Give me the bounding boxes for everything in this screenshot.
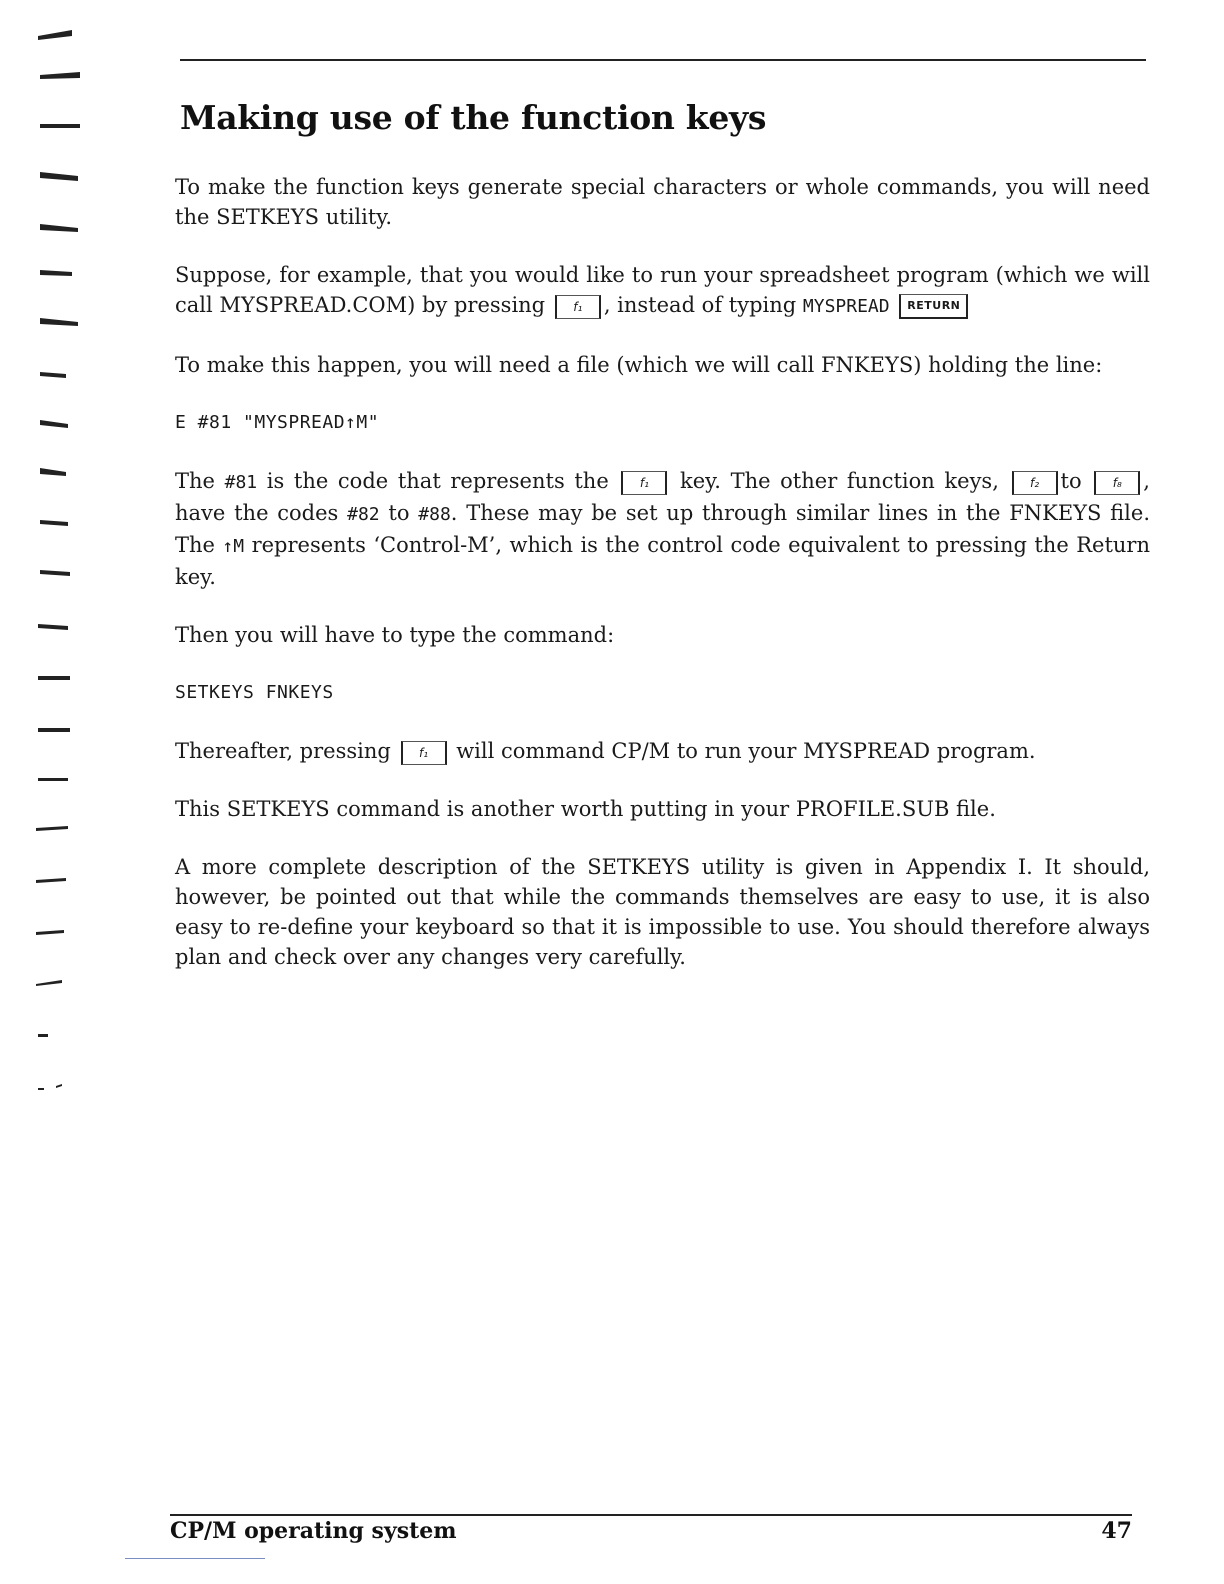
p6-text-after: will command CP/M to run your MYSPREAD program.	[456, 739, 1036, 763]
paragraph-5: Then you will have to type the command:	[175, 623, 615, 647]
p4-text-f: to	[388, 501, 410, 525]
p4-text-d: to	[1060, 469, 1082, 493]
p4-text-e: , have the codes	[175, 469, 1150, 525]
f1-key-icon: f₁	[555, 295, 601, 319]
code-82: #82	[347, 504, 380, 525]
p4-text-c: key. The other function keys,	[680, 469, 999, 493]
paragraph-8: A more complete description of the SETKEYS utility is given in Appendix I. It should, however, be pointed out that while the commands themselves are easy to use, it is also easy to re-define your keyboard so that it is impossible to use. You should therefore always plan and check over any changes very carefully.	[175, 855, 1150, 969]
p4-text-h: represents ‘Control-M’, which is the control code equivalent to pressing the Return key.	[175, 533, 1150, 589]
paragraph-1: To make the function keys generate special characters or whole commands, you will need the SETKEYS utility.	[175, 175, 1150, 229]
f1-key-icon: f₁	[401, 741, 447, 765]
paragraph-3: To make this happen, you will need a file (which we will call FNKEYS) holding the line:	[175, 353, 1103, 377]
binding-edge-marks	[0, 0, 90, 1584]
paragraph-6	[175, 736, 1150, 766]
scan-artifact-line	[125, 1558, 265, 1559]
code-81: #81	[224, 472, 258, 493]
f8-key-icon: f₈	[1094, 471, 1140, 495]
p4-text-b: is the code that represents the	[266, 469, 609, 493]
paragraph-4	[175, 466, 1150, 592]
return-key-icon: RETURN	[899, 294, 968, 319]
body-text	[175, 172, 1150, 1000]
footer-rule	[170, 1514, 1132, 1516]
footer-title: CP/M operating system	[170, 1518, 457, 1544]
page-number: 47	[1101, 1518, 1132, 1544]
code-88: #88	[418, 504, 451, 525]
p2-text-middle: , instead of typing	[603, 293, 797, 317]
code-line-fnkeys: E #81 "MYSPREAD↑M"	[175, 412, 380, 433]
f2-key-icon: f₂	[1012, 471, 1058, 495]
p4-text-g: . These may be set up through similar lines in the FNKEYS file. The	[175, 501, 1151, 557]
paragraph-2	[175, 260, 1150, 322]
page-heading: Making use of the function keys	[180, 98, 767, 137]
f1-key-icon: f₁	[621, 471, 667, 495]
control-m-code: ↑M	[222, 536, 245, 557]
p4-text-a: The	[175, 469, 215, 493]
code-line-setkeys: SETKEYS FNKEYS	[175, 682, 334, 703]
p6-text-before: Thereafter, pressing	[175, 739, 391, 763]
p2-text-before: Suppose, for example, that you would like to run your spreadsheet program (which we will call MYSPREAD.COM) by pressing	[175, 263, 1150, 317]
paragraph-7: This SETKEYS command is another worth putting in your PROFILE.SUB file.	[175, 797, 996, 821]
p2-typed-command: MYSPREAD	[802, 296, 890, 317]
top-rule	[180, 59, 1146, 61]
